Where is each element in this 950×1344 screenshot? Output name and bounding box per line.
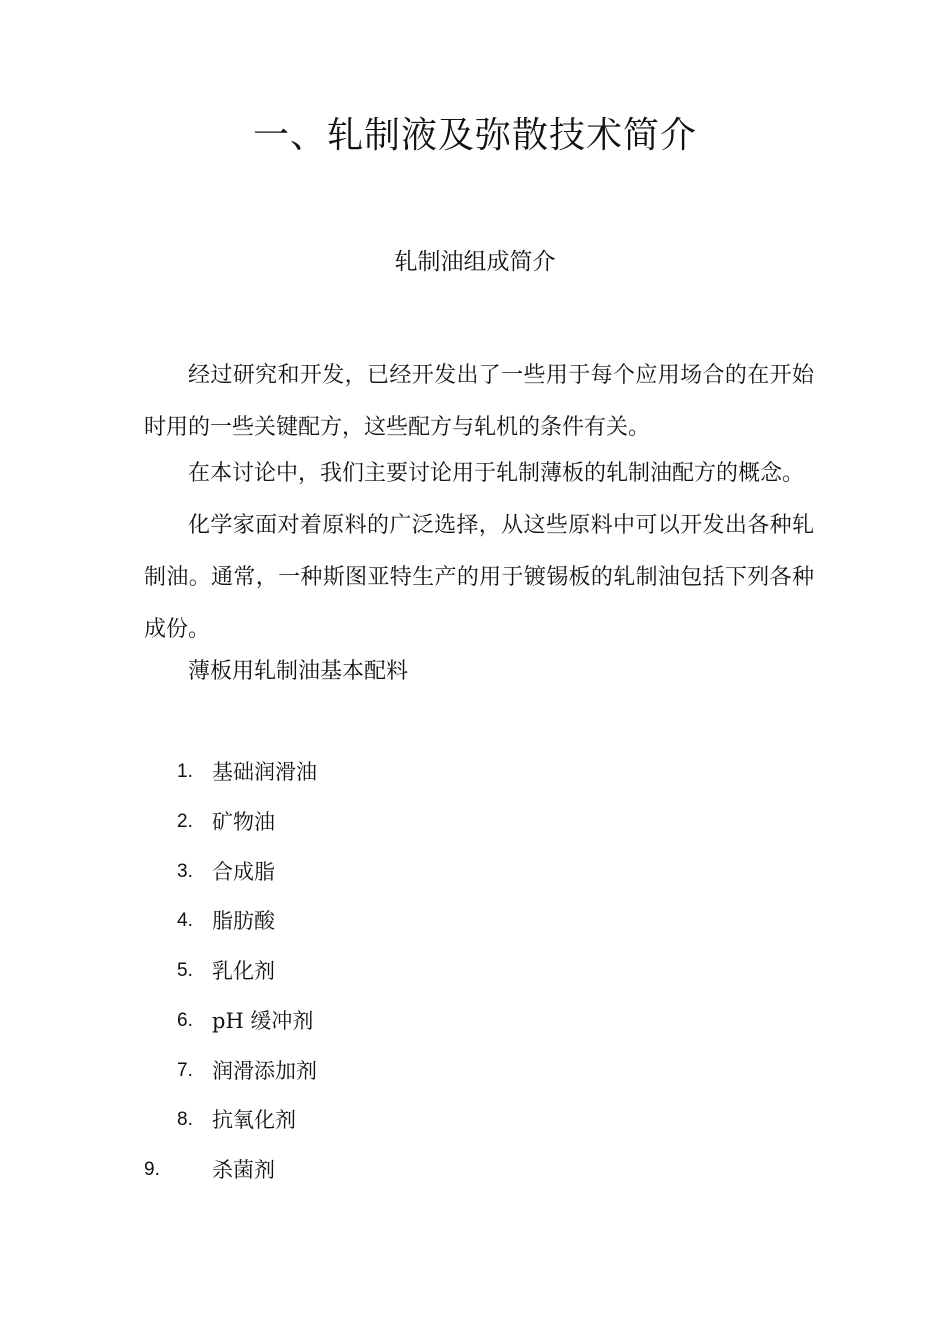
list-item-number: 2. [177, 811, 193, 832]
section-subtitle: 轧制油组成简介 [394, 249, 556, 275]
list-item-text: 脂肪酸 [212, 909, 275, 933]
list-item-text: 矿物油 [212, 810, 275, 834]
list-item-text: 抗氧化剂 [212, 1108, 296, 1132]
list-heading: 薄板用轧制油基本配料 [188, 659, 409, 684]
list-item-text: 乳化剂 [212, 959, 275, 983]
paragraph: 在本讨论中，我们主要讨论用于轧制薄板的轧制油配方的概念。 [188, 461, 805, 486]
list-item-text: 润滑添加剂 [212, 1059, 317, 1083]
list-item-number: 7. [177, 1060, 193, 1081]
list-item-number: 9. [144, 1159, 160, 1180]
list-item-text: pH 缓冲剂 [212, 1009, 314, 1033]
list-item-number: 5. [177, 960, 193, 981]
list-item-number: 4. [177, 910, 193, 931]
paragraph: 经过研究和开发，已经开发出了一些用于每个应用场合的在开始时用的一些关键配方，这些配方与轧机的条件有关。 [144, 363, 814, 440]
list-item-number: 3. [177, 861, 193, 882]
paragraph: 化学家面对着原料的广泛选择，从这些原料中可以开发出各种轧制油。通常，一种斯图亚特生产的用于镀锡板的轧制油包括下列各种成份。 [144, 513, 814, 642]
page-title: 一、轧制液及弥散技术简介 [252, 115, 697, 156]
list-item-text: 基础润滑油 [212, 760, 317, 784]
list-item-number: 1. [177, 761, 193, 782]
list-item-text: 杀菌剂 [212, 1158, 275, 1182]
list-item-text: 合成脂 [212, 860, 275, 884]
list-item-number: 8. [177, 1109, 193, 1130]
list-item-number: 6. [177, 1010, 193, 1031]
